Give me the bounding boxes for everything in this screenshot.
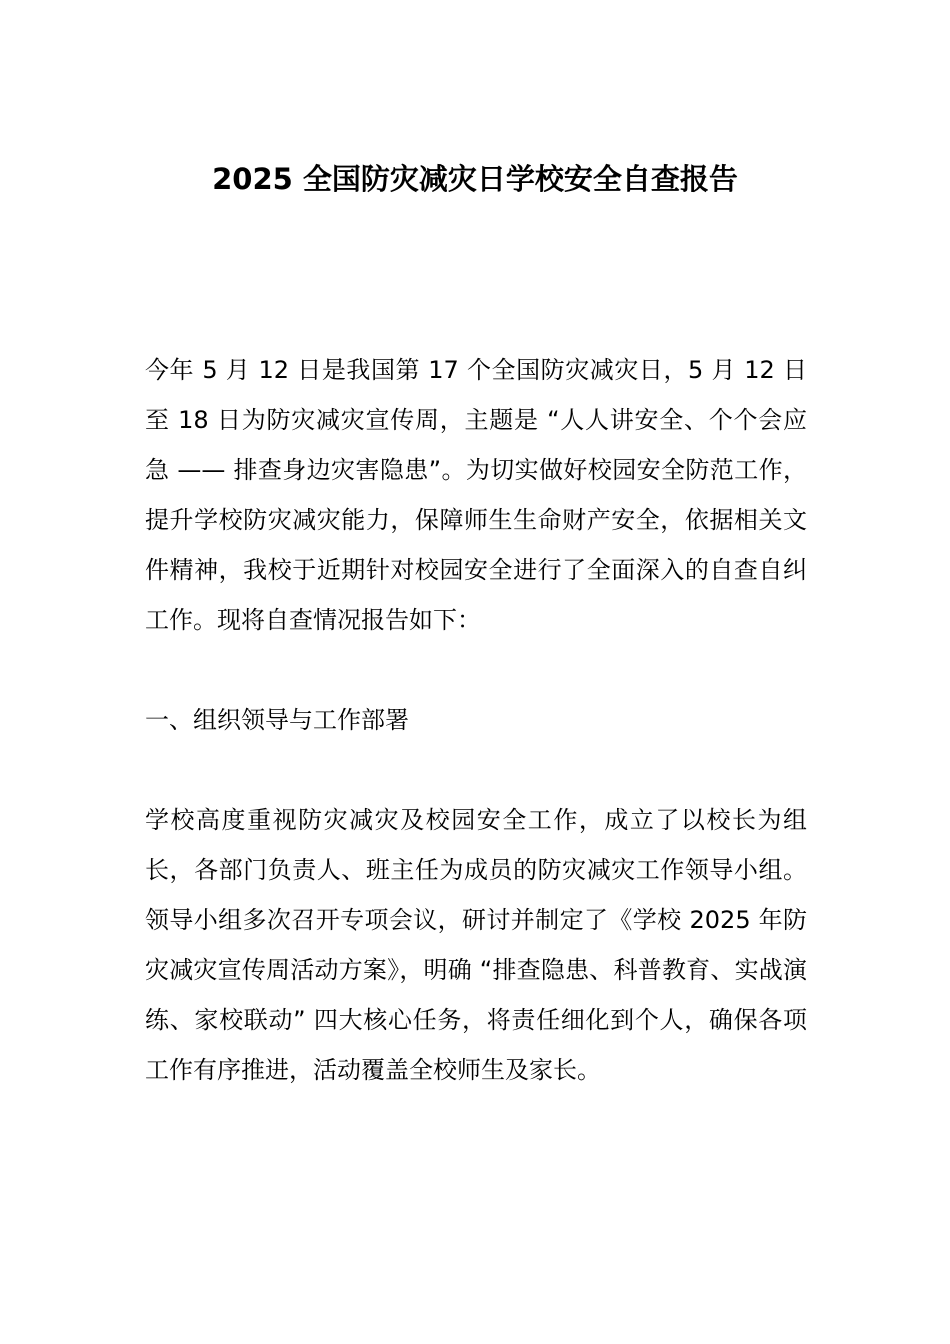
- document-title: 2025 全国防灾减灾日学校安全自查报告: [212, 162, 738, 196]
- intro-paragraph: 今年 5 月 12 日是我国第 17 个全国防灾减灾日，5 月 12 日至 18 日为防灾减灾宣传周，主题是 “人人讲安全、个个会应急 —— 排查身边灾害隐患”。为切实做好校园安全防范工作，提升学校防灾减灾能力，保障师生生命财产安全，依据相关文件精神，我校于近期针对校园安全进行了全面深入的自查自纠工作。现将自查情况报告如下：: [145, 356, 807, 634]
- document-body: [145, 345, 807, 1095]
- paragraph-spacer: [145, 645, 807, 695]
- paragraph-spacer: [145, 745, 807, 795]
- section-heading: 一、组织领导与工作部署: [145, 706, 409, 734]
- section-paragraph: 学校高度重视防灾减灾及校园安全工作，成立了以校长为组长，各部门负责人、班主任为成员的防灾减灾工作领导小组。领导小组多次召开专项会议，研讨并制定了《学校 2025 年防灾减灾宣传周活动方案》，明确 “排查隐患、科普教育、实战演练、家校联动” 四大核心任务，将责任细化到个人，确保各项工作有序推进，活动覆盖全校师生及家长。: [145, 806, 807, 1084]
